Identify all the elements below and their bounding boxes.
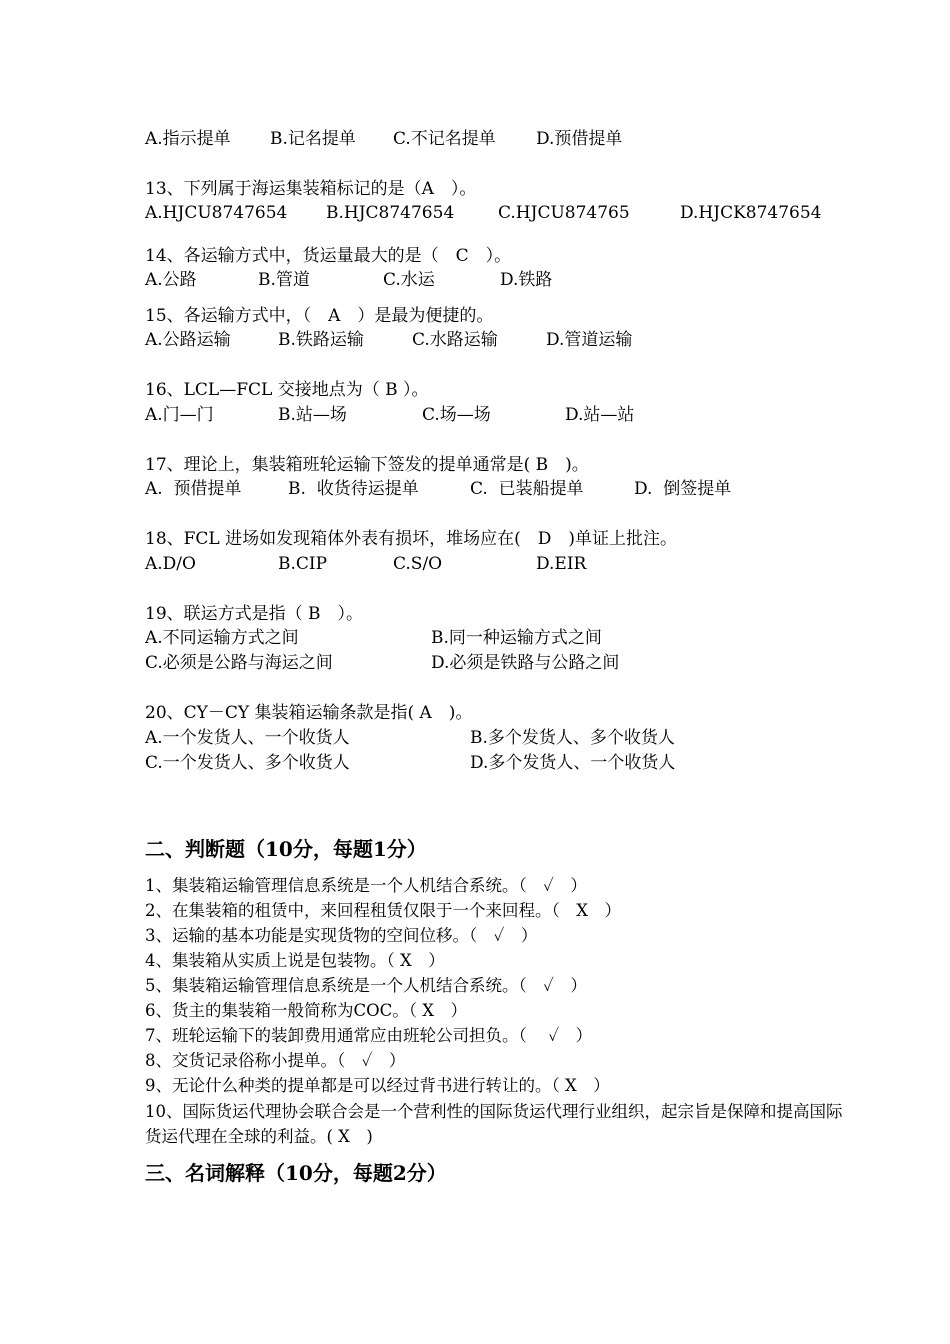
- q17-option-d: D. 倒签提单: [634, 479, 732, 499]
- q17-option-a: A. 预借提单: [145, 479, 242, 499]
- q17-stem: 17、理论上，集装箱班轮运输下签发的提单通常是( B )。: [145, 455, 589, 475]
- q14-option-d: D.铁路: [500, 270, 553, 290]
- section2-title: 二、判断题（10分，每题1分）: [145, 837, 427, 861]
- q19-option-c: C.必须是公路与海运之间: [145, 653, 333, 673]
- q15-option-d: D.管道运输: [546, 330, 633, 350]
- judgement-item-6: 6、货主的集装箱一般简称为COC。（ X ）: [145, 1001, 468, 1020]
- judgement-item-7: 7、班轮运输下的装卸费用通常应由班轮公司担负。（ ✓ ）: [145, 1026, 593, 1045]
- q20-stem: 20、CY－CY 集装箱运输条款是指( A )。: [145, 703, 473, 723]
- judgement-item-9: 9、无论什么种类的提单都是可以经过背书进行转让的。（ X ）: [145, 1076, 610, 1095]
- q14-option-c: C.水运: [383, 270, 435, 290]
- q18-option-d: D.EIR: [536, 554, 587, 574]
- q14-stem: 14、各运输方式中，货运量最大的是（ C ）。: [145, 246, 512, 266]
- q15-option-a: A.公路运输: [145, 330, 231, 350]
- q20-option-c: C.一个发货人、多个收货人: [145, 753, 350, 773]
- q13-option-c: C.HJCU874765: [498, 203, 630, 223]
- q19-option-a: A.不同运输方式之间: [145, 628, 299, 648]
- q19-stem: 19、联运方式是指（ B ）。: [145, 604, 364, 624]
- q18-option-c: C.S/O: [393, 554, 443, 574]
- q18-stem: 18、FCL 进场如发现箱体外表有损坏，堆场应在( D )单证上批注。: [145, 529, 678, 549]
- q16-option-a: A.门—门: [145, 405, 214, 425]
- q16-stem: 16、LCL—FCL 交接地点为（ B ）。: [145, 380, 429, 400]
- q16-option-b: B.站—场: [278, 405, 347, 425]
- q13-option-b: B.HJC8747654: [326, 203, 455, 223]
- q13-stem: 13、下列属于海运集装箱标记的是（A ）。: [145, 179, 477, 199]
- q12-option-c: C.不记名提单: [393, 129, 496, 149]
- q19-option-d: D.必须是铁路与公路之间: [431, 653, 620, 673]
- q14-option-a: A.公路: [145, 270, 197, 290]
- q20-option-b: B.多个发货人、多个收货人: [470, 728, 675, 748]
- judgement-item-10: 10、国际货运代理协会联合会是一个营利性的国际货运代理行业组织，起宗旨是保障和提高国际货运代理在全球的利益。( X ): [145, 1102, 843, 1146]
- q18-option-b: B.CIP: [278, 554, 328, 574]
- judgement-item-1: 1、集装箱运输管理信息系统是一个人机结合系统。（ ✓ ）: [145, 876, 587, 895]
- q12-option-a: A.指示提单: [145, 129, 231, 149]
- q16-option-d: D.站—站: [565, 405, 635, 425]
- q15-option-b: B.铁路运输: [278, 330, 364, 350]
- q13-option-a: A.HJCU8747654: [145, 203, 288, 223]
- q13-option-d: D.HJCK8747654: [680, 203, 822, 223]
- q20-option-d: D.多个发货人、一个收货人: [470, 753, 676, 773]
- q15-stem: 15、各运输方式中，（ A ）是最为便捷的。: [145, 306, 494, 326]
- q17-option-c: C. 已装船提单: [470, 479, 584, 499]
- q17-option-b: B. 收货待运提单: [288, 479, 419, 499]
- section3-title: 三、名词解释（10分，每题2分）: [145, 1161, 447, 1185]
- q14-option-b: B.管道: [258, 270, 310, 290]
- q20-option-a: A.一个发货人、一个收货人: [145, 728, 350, 748]
- judgement-item-5: 5、集装箱运输管理信息系统是一个人机结合系统。（ ✓ ）: [145, 976, 587, 995]
- q12-option-b: B.记名提单: [270, 129, 356, 149]
- judgement-item-3: 3、运输的基本功能是实现货物的空间位移。（ ✓ ）: [145, 926, 538, 945]
- q18-option-a: A.D/O: [145, 554, 196, 574]
- judgement-item-8: 8、交货记录俗称小提单。（ ✓ ）: [145, 1051, 406, 1070]
- q15-option-c: C.水路运输: [412, 330, 498, 350]
- judgement-item-4: 4、集装箱从实质上说是包装物。（ X ）: [145, 951, 445, 970]
- judgement-item-2: 2、在集装箱的租赁中，来回程租赁仅限于一个来回程。（ X ）: [145, 901, 621, 920]
- q19-option-b: B.同一种运输方式之间: [431, 628, 602, 648]
- q16-option-c: C.场—场: [422, 405, 491, 425]
- q12-option-d: D.预借提单: [536, 129, 623, 149]
